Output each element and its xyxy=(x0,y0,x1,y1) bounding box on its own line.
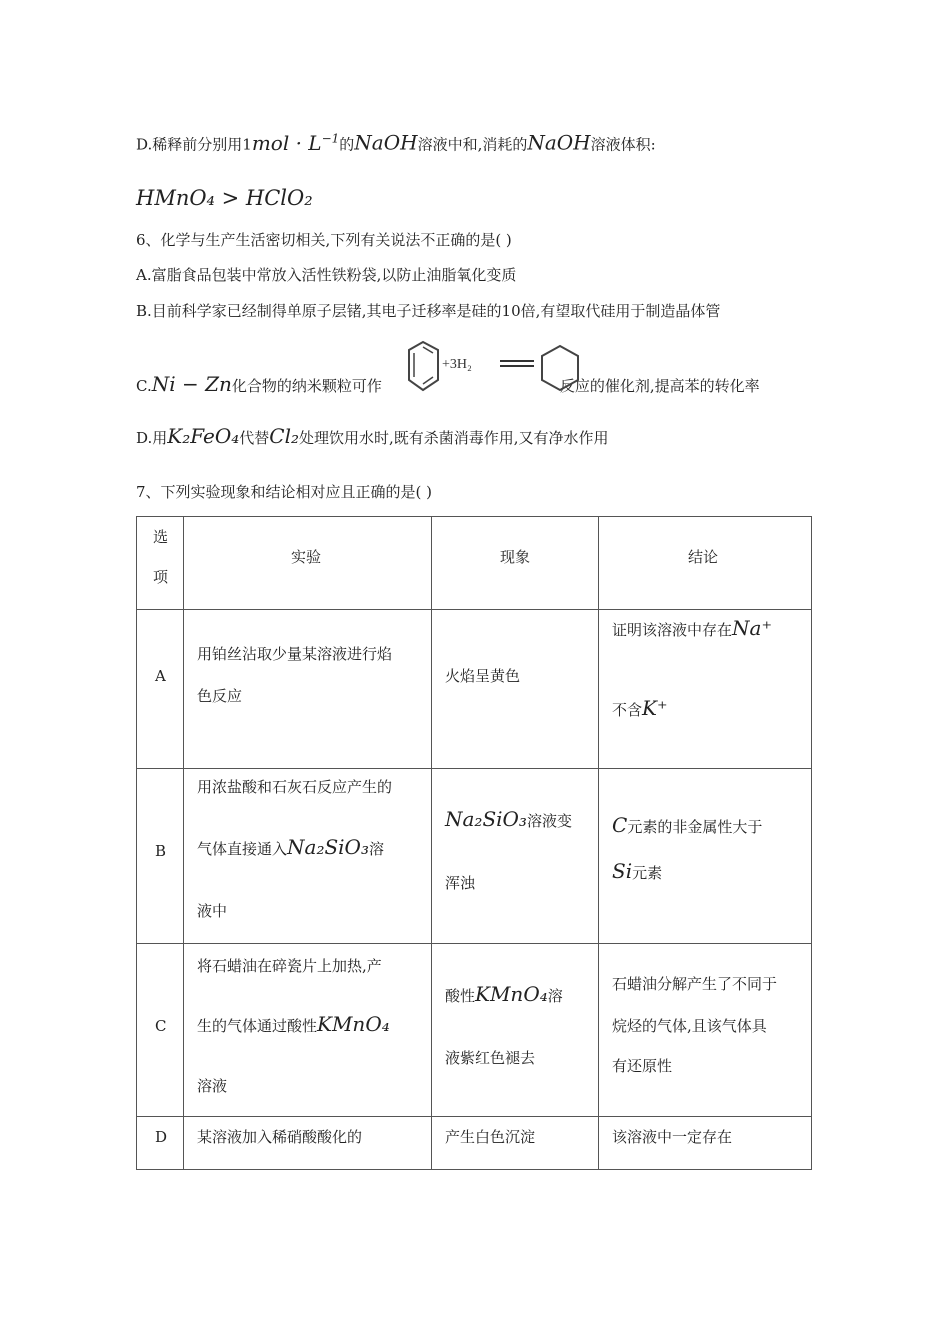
equilibrium-arrow xyxy=(500,361,534,366)
q5-d-mid1: 的 xyxy=(339,135,355,154)
header-option-2: 项 xyxy=(153,568,169,586)
cyclohexane-ring xyxy=(542,346,578,390)
row-d-conc-1: 该溶液中一定存在 xyxy=(612,1128,733,1146)
q6-d-formula: K₂FeO₄ xyxy=(167,424,240,448)
row-c-exp-2: 生的气体通过酸性KMnO₄ xyxy=(197,1012,390,1036)
row-d-phen: 产生白色沉淀 xyxy=(445,1128,536,1146)
row-b-exp-3: 液中 xyxy=(197,902,228,920)
table-row xyxy=(137,769,812,944)
q5-d-mid2: 溶液中和,消耗的 xyxy=(417,135,528,154)
q7-stem: 7、下列实验现象和结论相对应且正确的是( ) xyxy=(136,483,433,501)
row-b-option: B xyxy=(155,842,167,860)
header-option-1: 选 xyxy=(153,528,169,546)
q6-option-d xyxy=(136,426,609,448)
q6-d-suffix: 处理饮用水时,既有杀菌消毒作用,又有净水作用 xyxy=(299,429,609,447)
q5-d-naoh2: NaOH xyxy=(527,130,591,155)
row-d-option: D xyxy=(155,1128,168,1146)
row-a-phen: 火焰呈黄色 xyxy=(445,667,521,685)
q6-c-formula: Ni − Zn xyxy=(151,372,232,396)
row-c-conc-1: 石蜡油分解产生了不同于 xyxy=(612,975,778,993)
row-b-phen-2: 浑浊 xyxy=(445,874,476,892)
table-header-row xyxy=(137,517,812,610)
benzene-ring xyxy=(409,342,438,390)
q5-inequality xyxy=(136,188,313,210)
row-c-option: C xyxy=(155,1017,167,1035)
row-c-exp-1: 将石蜡油在碎瓷片上加热,产 xyxy=(197,957,382,975)
q6-option-a: A.富脂食品包装中常放入活性铁粉袋,以防止油脂氧化变质 xyxy=(136,266,517,284)
header-phenomenon: 现象 xyxy=(500,548,531,566)
benzene-hydrogenation-diagram xyxy=(406,338,584,400)
q7-table xyxy=(136,516,812,1170)
q6-stem: 6、化学与生产生活密切相关,下列有关说法不正确的是( ) xyxy=(136,231,512,249)
q5-d-conc-unit: mol · $L^{-1}$ xyxy=(251,130,340,155)
row-c-phen-2: 液紫红色褪去 xyxy=(445,1049,536,1067)
header-conclusion: 结论 xyxy=(688,548,719,566)
header-experiment: 实验 xyxy=(291,548,322,566)
row-c-conc-2: 烷烃的气体,且该气体具 xyxy=(612,1017,767,1035)
q6-option-b: B.目前科学家已经制得单原子层锗,其电子迁移率是硅的10倍,有望取代硅用于制造晶体管 xyxy=(136,302,721,320)
q5-d-naoh1: NaOH xyxy=(354,130,418,155)
table-row xyxy=(137,1117,812,1170)
q6-c-suffix: 反应的催化剂,提高苯的转化率 xyxy=(559,377,760,395)
row-a-exp-1: 用铂丝沾取少量某溶液进行焰 xyxy=(197,645,393,663)
q6-d-formula2: Cl₂ xyxy=(269,424,299,448)
q5-option-d xyxy=(136,128,656,155)
q6-c-prefix: C. xyxy=(136,377,152,395)
reaction-reagent: +3H₂ xyxy=(442,357,472,372)
row-b-exp-1: 用浓盐酸和石灰石反应产生的 xyxy=(197,778,393,796)
q5-d-suffix: 溶液体积: xyxy=(590,135,656,154)
row-b-conc-1: C元素的非金属性大于 xyxy=(612,813,763,837)
q6-c-mid: 化合物的纳米颗粒可作 xyxy=(231,377,382,395)
q5-d-prefix: D.稀释前分别用 xyxy=(136,135,243,154)
table-row xyxy=(137,610,812,769)
row-c-phen-1: 酸性KMnO₄溶 xyxy=(445,982,563,1006)
row-a-conc-1: 证明该溶液中存在Na⁺ xyxy=(612,616,772,640)
row-a-conc-2: 不含K⁺ xyxy=(612,696,668,720)
row-b-exp-2: 气体直接通入Na₂SiO₃溶 xyxy=(197,835,384,859)
row-a-option: A xyxy=(155,667,166,685)
row-d-exp-1: 某溶液加入稀硝酸酸化的 xyxy=(197,1128,363,1146)
q5-d-conc-num: 1 xyxy=(242,135,252,154)
table-row xyxy=(137,944,812,1117)
row-a-exp-2: 色反应 xyxy=(197,687,243,705)
q6-d-prefix: D.用 xyxy=(136,429,168,447)
q6-d-mid: 代替 xyxy=(239,429,270,447)
row-b-conc-2: Si元素 xyxy=(612,859,663,883)
q5-inequality-formula: HMnO₄ > HClO₂ xyxy=(136,186,313,210)
row-c-exp-3: 溶液 xyxy=(197,1077,228,1095)
row-b-phen-1: Na₂SiO₃溶液变 xyxy=(445,807,572,831)
row-c-conc-3: 有还原性 xyxy=(612,1057,673,1075)
